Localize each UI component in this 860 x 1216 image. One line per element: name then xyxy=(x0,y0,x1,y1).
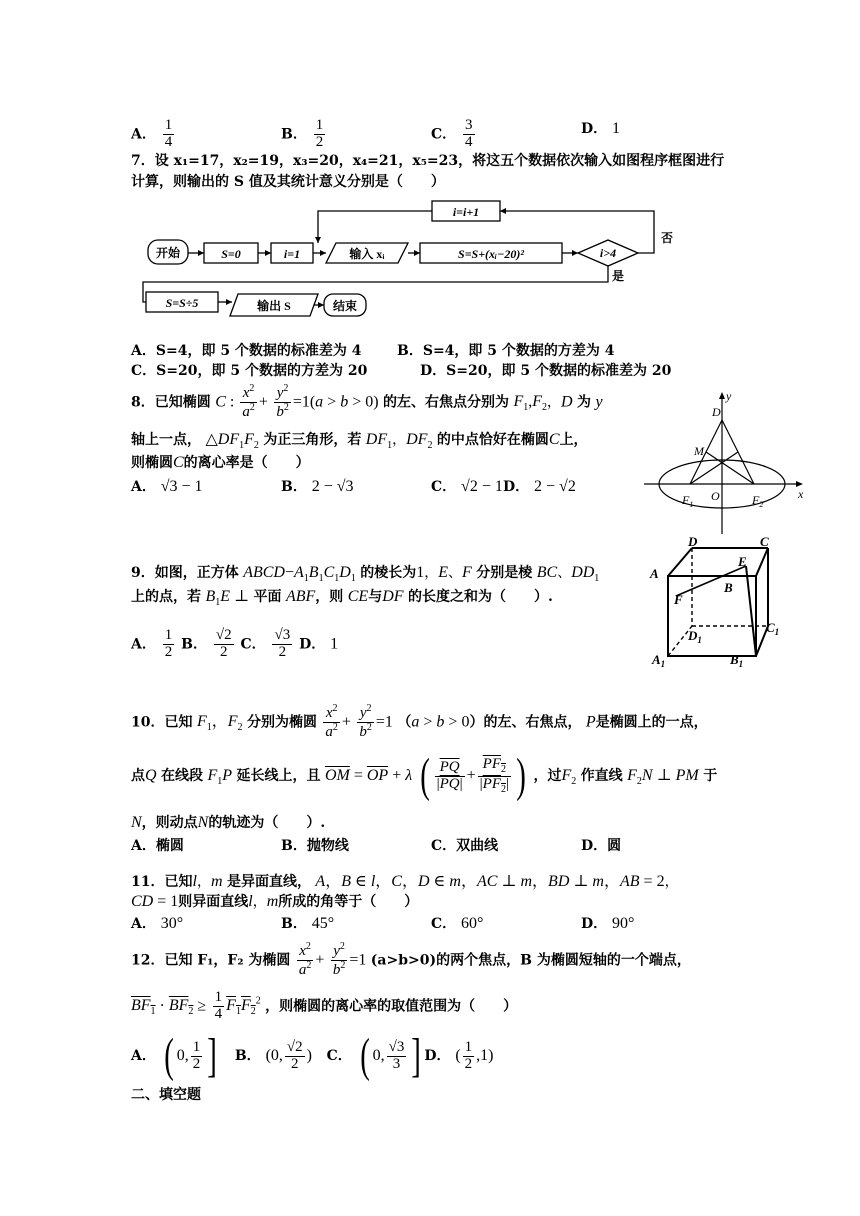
svg-text:A1: $A_1$ xyxy=(652,652,666,669)
svg-text:F2: $F_2$ xyxy=(752,493,764,509)
svg-text:C1: $C_1$ xyxy=(766,620,780,637)
q10-option-c: C．双曲线 xyxy=(431,838,499,854)
q6-option-c: C． $\frac{3}{4}$ xyxy=(431,117,473,150)
q10-option-a: A．椭圆 xyxy=(131,838,184,854)
flow-output-label: 输出 S xyxy=(257,299,291,313)
q9-line1: 9．如图，正方体 $ABCD-A_1B_1C_1D_1$ 的棱长为1，E、F 分别是棱 BC、$DD_1$ xyxy=(131,564,600,585)
q10-line3: N，则动点N的轨迹为（ ）. xyxy=(131,814,326,831)
q8-line2: 轴上一点， $\triangle DF_1F_2$ 为正三角形，若 $DF_1$，$DF_2$ 的中点恰好在椭圆C上， xyxy=(131,431,588,452)
q9-options: A． $\frac{1}{2}$ B． $\frac{√2}{2}$ C． $\frac{√3}{2}$ D． 1 xyxy=(131,627,339,660)
q7-stem-line1: 7．设 x₁=17，x₂=19，x₃=20，x₄=21，x₅=23，将这五个数据依次输入如图程序框图进行 xyxy=(131,153,725,169)
q12-options: A． ( 0, $\frac{1}{2}$ ] B． (0, $\frac{√2}{2}$ ) C． ( 0, $\frac{√3}{3}$ ] D． ( $\frac{1}{2}$ ,1) xyxy=(131,1029,494,1082)
flow-i1-label: i=1 xyxy=(283,247,301,261)
q7-option-a: A．S=4，即 5 个数据的标准差为 4 xyxy=(131,343,362,359)
q8-option-b: B． 2 − √3 xyxy=(281,478,354,495)
svg-text:F: F xyxy=(674,592,683,607)
flow-input-label: 输入 xᵢ xyxy=(349,247,385,261)
svg-text:D: D xyxy=(688,536,698,549)
svg-text:y: y xyxy=(726,389,732,403)
svg-text:D: D xyxy=(712,405,721,419)
q8-option-c: C． √2 − 1 xyxy=(431,478,503,495)
flow-end-label: 结束 xyxy=(332,299,358,313)
q7-flowchart xyxy=(140,198,700,326)
q8-ellipse-figure xyxy=(640,388,810,538)
q9-cube-figure xyxy=(648,536,788,672)
section-fill-in-heading: 二、填空题 xyxy=(131,1087,201,1103)
q6-option-b: B． $\frac{1}{2}$ xyxy=(281,117,324,150)
q7-option-b: B．S=4，即 5 个数据的方差为 4 xyxy=(397,343,615,359)
q8-option-a: A． √3 − 1 xyxy=(131,478,203,495)
flow-no-label: 否 xyxy=(661,231,674,245)
q6-option-d: D． 1 xyxy=(581,120,621,137)
flow-inc-label: i=i+1 xyxy=(452,205,480,219)
flow-yes-label: 是 xyxy=(612,269,625,283)
q11-line1: 11．已知l，m 是异面直线， A，B ∈ l，C，D ∈ m，AC ⊥ m，BD ⊥ m，AB = 2， xyxy=(131,873,679,890)
q8-line1: 8．已知椭圆 C : $\frac{x^2}{a^2}$ + $\frac{y^2}{b^2}$ =1(a > b > 0) 的左、右焦点分别为 $F_1,F_2$，D 为 y xyxy=(131,383,603,420)
svg-text:B1: $B_1$ xyxy=(730,652,744,669)
svg-text:E: E xyxy=(738,554,747,569)
q8-line3: 则椭圆C的离心率是（ ） xyxy=(131,454,310,471)
q11-option-c: C． 60° xyxy=(431,915,484,932)
q10-option-b: B．抛物线 xyxy=(281,838,349,854)
svg-text:M: M xyxy=(694,444,704,458)
q6-option-a: A． $\frac{1}{4}$ xyxy=(131,117,173,150)
q11-option-b: B． 45° xyxy=(281,915,335,932)
svg-text:F1: $F_1$ xyxy=(682,493,694,509)
flow-cond-label: i>4 xyxy=(599,246,617,260)
q10-option-d: D．圆 xyxy=(581,838,622,854)
q7-option-c: C．S=20，即 5 个数据的方差为 20 xyxy=(131,363,368,379)
q11-option-a: A． 30° xyxy=(131,915,184,932)
q11-option-d: D． 90° xyxy=(581,915,635,932)
q12-line1: 12．已知 F₁，F₂ 为椭圆 $\frac{x^2}{a^2}$ + $\frac{y^2}{b^2}$ =1 (a>b>0)的两个焦点，B 为椭圆短轴的一个端点， xyxy=(131,941,691,978)
q7-stem-line2: 计算，则输出的 S 值及其统计意义分别是（ ） xyxy=(131,174,445,190)
flow-s0-label: S=0 xyxy=(221,247,241,261)
svg-text:O: O xyxy=(711,489,720,503)
flow-div-label: S=S÷5 xyxy=(165,296,199,310)
svg-text:A: A xyxy=(650,566,659,581)
svg-text:x: x xyxy=(798,487,804,501)
q10-line1: 10．已知 $F_1$，$F_2$ 分别为椭圆 $\frac{x^2}{a^2}$ + $\frac{y^2}{b^2}$ =1 （a > b > 0）的左、右焦点， P是椭圆上的一点， xyxy=(131,703,708,740)
svg-text:B: B xyxy=(724,580,733,595)
q8-option-d: D． 2 − √2 xyxy=(503,478,576,495)
flow-update-label: S=S+(xᵢ−20)² xyxy=(458,247,524,261)
svg-text:D1: $D_1$ xyxy=(688,628,702,645)
q11-line2: CD = 1则异面直线l，m所成的角等于（ ） xyxy=(131,893,419,910)
q10-line2: 点Q 在线段 $F_1P$ 延长线上，且 $\overline{OM} = \overline{OP} + \lambda$ ( $\frac{\overline{PQ}}{|\overline{PQ}|}$ + $\frac{PF_2}{|PF_2|}$ ) ，过$F_2$ 作直线 $F_2N$ ⊥ PM 于 xyxy=(131,749,718,802)
q9-line2: 上的点，若 $B_1E$ ⊥ 平面 ABF，则 CE与DF 的长度之和为（ ）. xyxy=(131,588,553,609)
q7-option-d: D．S=20，即 5 个数据的标准差为 20 xyxy=(420,363,672,379)
svg-text:C: C xyxy=(760,536,769,549)
flow-start-label: 开始 xyxy=(155,246,181,260)
q12-line2: $BF_1 \cdot BF_2$ ≥ $\frac{1}{4}$ $F_1F_2^2$ ，则椭圆的离心率的取值范围为（ ） xyxy=(131,989,518,1022)
